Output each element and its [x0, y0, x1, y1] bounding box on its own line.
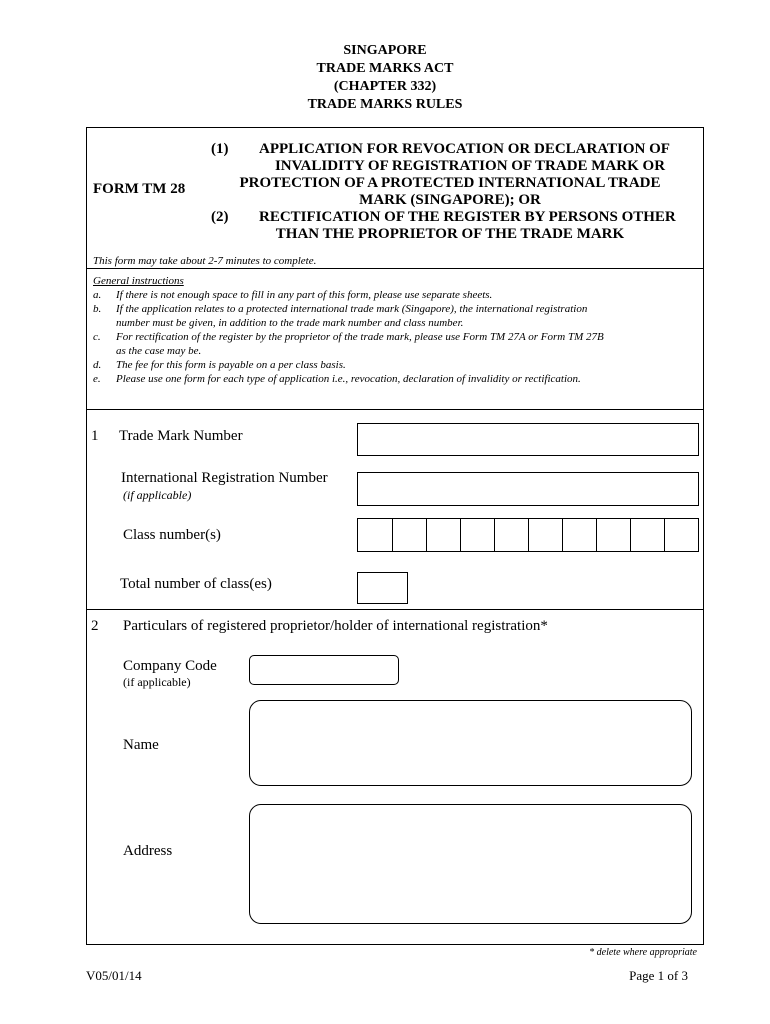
header-singapore: SINGAPORE	[343, 43, 427, 58]
class-number-cell[interactable]	[358, 519, 392, 551]
class-numbers-grid	[357, 518, 699, 552]
instruction-b-text: If the application relates to a protected international trade mark (Singapore), the international registration	[116, 303, 588, 315]
item1-number: (1)	[211, 141, 229, 157]
instruction-d-letter: d.	[93, 359, 102, 371]
item1-line2: INVALIDITY OF REGISTRATION OF TRADE MARK OR	[274, 158, 666, 174]
class-numbers-label: Class number(s)	[123, 527, 221, 543]
class-number-cell[interactable]	[426, 519, 461, 551]
item2-number: (2)	[211, 209, 229, 225]
class-number-cell[interactable]	[460, 519, 495, 551]
item1-line3: PROTECTION OF A PROTECTED INTERNATIONAL TRADE	[239, 175, 661, 191]
instructions-heading: General instructions	[93, 275, 184, 287]
intl-reg-number-label: International Registration Number	[121, 470, 328, 486]
section1-number: 1	[91, 428, 99, 444]
header-act: TRADE MARKS ACT	[316, 61, 454, 76]
class-number-cell[interactable]	[596, 519, 631, 551]
class-number-cell[interactable]	[630, 519, 665, 551]
header-rules: TRADE MARKS RULES	[307, 97, 463, 112]
company-code-note: (if applicable)	[123, 675, 191, 689]
trade-mark-number-input[interactable]	[357, 423, 699, 456]
instruction-a-letter: a.	[93, 289, 102, 301]
section2-title: Particulars of registered proprietor/holder of international registration*	[123, 618, 548, 634]
name-input[interactable]	[249, 700, 692, 786]
class-number-cell[interactable]	[562, 519, 597, 551]
instruction-e-text: Please use one form for each type of application i.e., revocation, declaration of invalidity or rectification.	[116, 373, 581, 385]
item2-line1: RECTIFICATION OF THE REGISTER BY PERSONS OTHER	[259, 209, 676, 225]
intl-reg-number-input[interactable]	[357, 472, 699, 506]
class-number-cell[interactable]	[664, 519, 699, 551]
class-number-cell[interactable]	[528, 519, 563, 551]
form-name: FORM TM 28	[93, 181, 186, 197]
time-note: This form may take about 2-7 minutes to complete.	[93, 255, 317, 267]
class-number-cell[interactable]	[494, 519, 529, 551]
page-number: Page 1 of 3	[629, 968, 688, 983]
name-label: Name	[123, 737, 159, 753]
company-code-input[interactable]	[249, 655, 399, 685]
item2-line2: THAN THE PROPRIETOR OF THE TRADE MARK	[275, 226, 625, 242]
address-label: Address	[123, 843, 173, 859]
address-input[interactable]	[249, 804, 692, 924]
total-classes-input[interactable]	[357, 572, 408, 604]
instruction-e-letter: e.	[93, 373, 101, 385]
instruction-c-letter: c.	[93, 331, 101, 343]
company-code-label: Company Code	[123, 658, 217, 674]
instruction-c-text: For rectification of the register by the proprietor of the trade mark, please use Form TM 27A or Form TM 27B	[116, 331, 604, 343]
item1-line4: MARK (SINGAPORE); OR	[359, 192, 541, 208]
section2-number: 2	[91, 618, 99, 634]
instruction-a-text: If there is not enough space to fill in any part of this form, please use separate sheets.	[116, 289, 493, 301]
version-label: V05/01/14	[86, 968, 142, 983]
class-number-cell[interactable]	[392, 519, 427, 551]
intl-reg-note: (if applicable)	[123, 488, 192, 502]
delete-note: * delete where appropriate	[589, 947, 697, 958]
divider	[86, 409, 704, 410]
divider	[86, 268, 704, 269]
instruction-c-text-2: as the case may be.	[116, 345, 202, 357]
trade-mark-number-label: Trade Mark Number	[119, 428, 243, 444]
item1-line1: APPLICATION FOR REVOCATION OR DECLARATION OF	[259, 141, 670, 157]
instruction-b-letter: b.	[93, 303, 102, 315]
instruction-b-text-2: number must be given, in addition to the trade mark number and class number.	[116, 317, 464, 329]
divider	[86, 609, 704, 610]
instruction-d-text: The fee for this form is payable on a per class basis.	[116, 359, 346, 371]
total-classes-label: Total number of class(es)	[120, 576, 272, 592]
header-chapter: (CHAPTER 332)	[333, 79, 437, 94]
